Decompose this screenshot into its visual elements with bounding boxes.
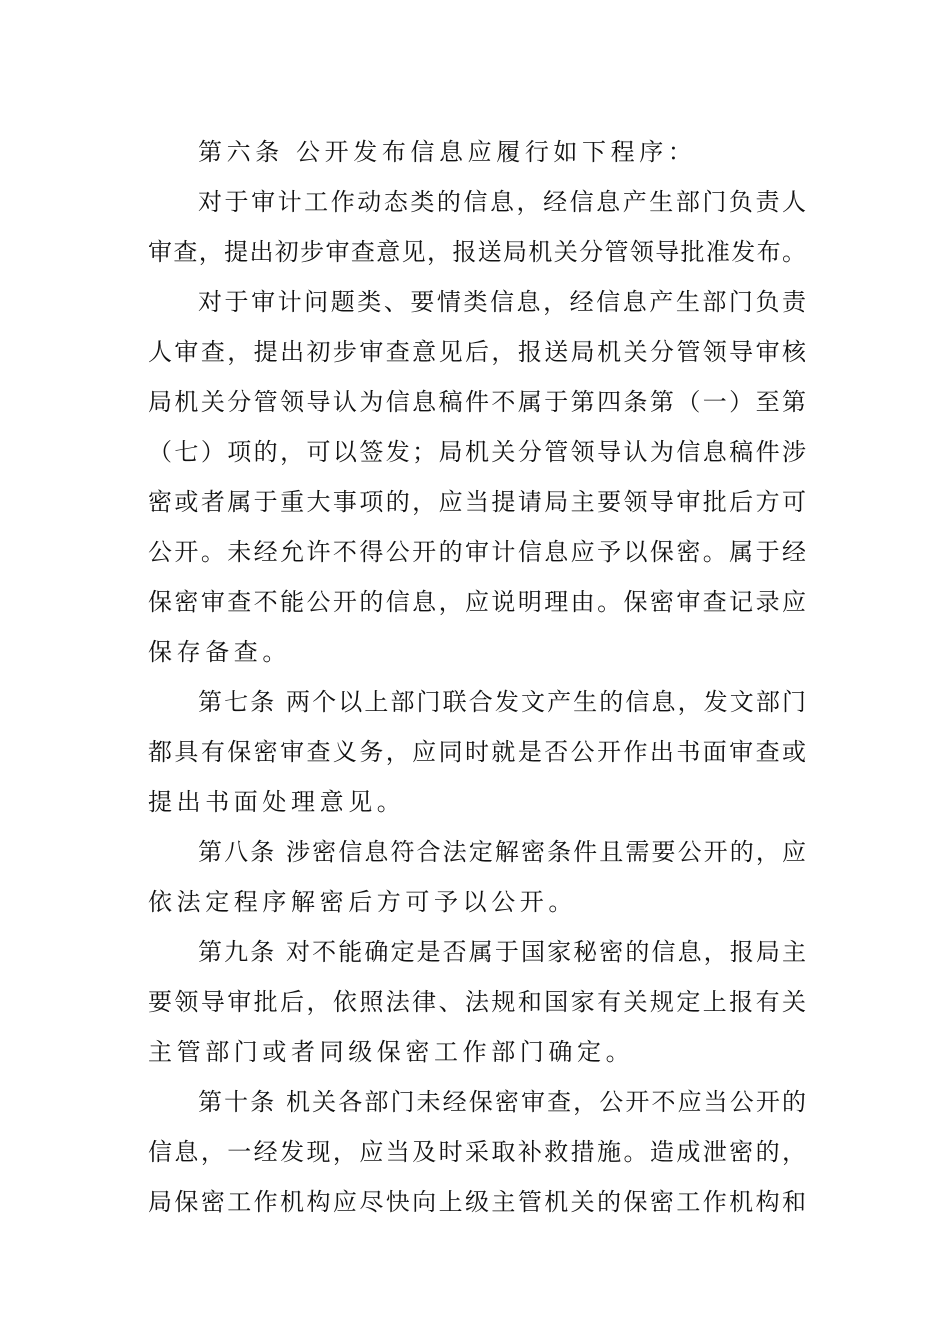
text-line: 保密审查不能公开的信息，应说明理由。保密审查记录应 [148,588,806,616]
text-line: 第八条 涉密信息符合法定解密条件且需要公开的，应 [198,838,806,866]
paragraph [148,1077,806,1227]
text-line: 要领导审批后，依照法律、法规和国家有关规定上报有关 [148,988,806,1016]
text-line: 第六条 公开发布信息应履行如下程序： [198,138,697,166]
text-line: 信息，一经发现，应当及时采取补救措施。造成泄密的， [148,1138,806,1166]
text-line: （七）项的，可以签发；局机关分管领导认为信息稿件涉 [148,438,806,466]
text-line: 依法定程序解密后方可予以公开。 [148,888,577,916]
paragraph [148,927,806,1077]
text-line: 局保密工作机构应尽快向上级主管机关的保密工作机构和 [148,1188,806,1216]
paragraph [148,277,806,677]
paragraph [148,127,806,177]
document-body [148,127,806,1227]
text-line: 第七条 两个以上部门联合发文产生的信息，发文部门 [198,688,806,716]
text-line: 局机关分管领导认为信息稿件不属于第四条第（一）至第 [148,388,806,416]
text-line: 主管部门或者同级保密工作部门确定。 [148,1038,635,1066]
paragraph [148,827,806,927]
text-line: 对于审计工作动态类的信息，经信息产生部门负责人 [198,188,806,216]
text-line: 保存备查。 [148,638,291,666]
text-line: 密或者属于重大事项的，应当提请局主要领导审批后方可 [148,488,806,516]
text-line: 都具有保密审查义务，应同时就是否公开作出书面审查或 [148,738,806,766]
text-line: 对于审计问题类、要情类信息，经信息产生部门负责 [198,288,806,316]
text-line: 人审查，提出初步审查意见后，报送局机关分管领导审核 [148,338,806,366]
text-line: 第九条 对不能确定是否属于国家秘密的信息，报局主 [198,938,806,966]
paragraph [148,677,806,827]
text-line: 审查，提出初步审查意见，报送局机关分管领导批准发布。 [148,238,806,266]
text-line: 第十条 机关各部门未经保密审查，公开不应当公开的 [198,1088,806,1116]
paragraph [148,177,806,277]
text-line: 提出书面处理意见。 [148,788,406,816]
text-line: 公开。未经允许不得公开的审计信息应予以保密。属于经 [148,538,806,566]
